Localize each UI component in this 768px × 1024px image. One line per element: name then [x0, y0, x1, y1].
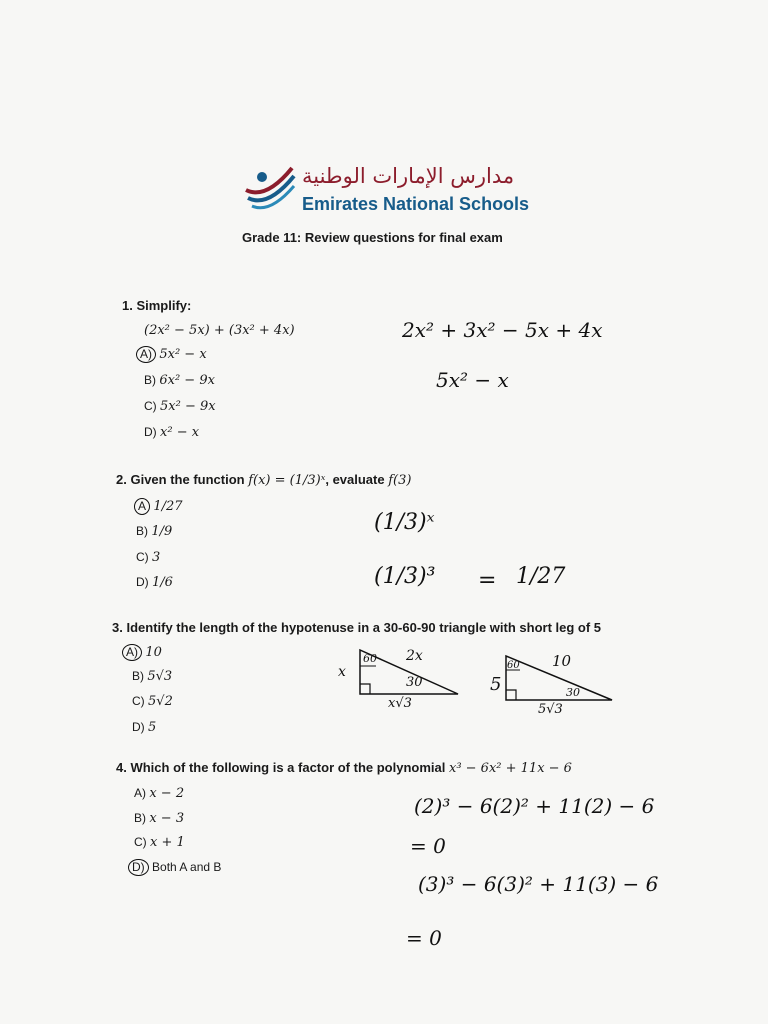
- q2-option-a[interactable]: [134, 498, 183, 515]
- option-value: 3: [152, 550, 161, 565]
- q3-option-d[interactable]: [132, 720, 156, 735]
- option-letter: D): [132, 720, 145, 734]
- math-expression: (2x² − 5x) + (3x² + 4x): [144, 323, 295, 338]
- option-value: 5: [148, 720, 157, 735]
- function-definition: f(x) = (1/3)ˣ: [248, 473, 326, 488]
- q2-handwritten-step-1: (1/3)ˣ: [374, 510, 435, 535]
- tri2-angle-30: 30: [566, 686, 580, 699]
- question-4-prompt: [116, 760, 572, 776]
- q2-handwritten-equals: =: [478, 568, 497, 593]
- option-letter: D): [136, 575, 149, 589]
- option-value: 5x² − 9x: [160, 399, 216, 414]
- tri2-short-leg: 5: [490, 674, 502, 695]
- tri2-long-leg: 5√3: [538, 702, 563, 717]
- option-value: 5√2: [148, 694, 173, 709]
- option-value: 5√3: [147, 669, 173, 684]
- option-value: x − 3: [149, 811, 185, 826]
- school-name-english: Emirates National Schools: [302, 194, 530, 214]
- question-text: Which of the following is a factor of the polynomial: [130, 760, 446, 775]
- q2-option-c[interactable]: [136, 550, 160, 565]
- q3-option-c[interactable]: [132, 694, 173, 709]
- q4-option-c[interactable]: [134, 835, 185, 850]
- question-text: Identify the length of the hypotenuse in a 30-60-90 triangle with short leg of 5: [126, 620, 602, 635]
- option-letter: C): [134, 835, 147, 849]
- question-number: 3.: [112, 620, 123, 635]
- option-value: Both A and B: [152, 860, 222, 874]
- option-value: x² − x: [160, 425, 200, 440]
- option-value: 5x² − x: [159, 347, 207, 362]
- q2-handwritten-result: 1/27: [516, 564, 566, 589]
- option-letter: A): [136, 346, 156, 363]
- option-letter: B): [132, 669, 144, 683]
- q1-handwritten-step-2: 5x² − x: [436, 368, 509, 392]
- school-name-arabic: مدارس الإمارات الوطنية: [302, 164, 515, 188]
- option-value: x + 1: [150, 835, 185, 850]
- q4-handwritten-step-2: (3)³ − 6(3)² + 11(3) − 6: [418, 872, 659, 896]
- tri1-angle-60: 60: [363, 652, 377, 665]
- q2-handwritten-step-2: (1/3)³: [374, 564, 436, 589]
- question-text: Simplify:: [136, 298, 192, 313]
- option-letter: B): [136, 524, 148, 538]
- q3-option-b[interactable]: [132, 669, 172, 684]
- question-text-end: , evaluate: [325, 472, 385, 487]
- q1-option-b[interactable]: [144, 373, 215, 388]
- school-logo: [240, 160, 540, 220]
- option-letter: B): [144, 373, 156, 387]
- question-number: 4.: [116, 760, 127, 775]
- question-3-prompt: [112, 620, 601, 635]
- evaluate-expression: f(3): [388, 473, 412, 488]
- q4-handwritten-result-2: = 0: [406, 926, 442, 950]
- q3-option-a[interactable]: [122, 644, 162, 661]
- q4-handwritten-result-1: = 0: [410, 834, 446, 858]
- question-1-prompt: [122, 298, 191, 313]
- option-value: x − 2: [149, 786, 185, 801]
- question-text: Given the function: [130, 472, 245, 487]
- tri1-hypotenuse: 2x: [406, 648, 423, 664]
- option-value: 1/27: [153, 499, 183, 514]
- q4-option-a[interactable]: [134, 786, 184, 801]
- tri1-short-leg: x: [338, 664, 346, 680]
- q4-handwritten-step-1: (2)³ − 6(2)² + 11(2) − 6: [414, 794, 655, 818]
- tri1-angle-30: 30: [406, 675, 423, 690]
- q1-option-d[interactable]: [144, 425, 199, 440]
- question-1-expression: [144, 322, 295, 338]
- q1-option-c[interactable]: [144, 399, 216, 414]
- q4-option-d[interactable]: [128, 859, 221, 876]
- question-number: 2.: [116, 472, 127, 487]
- tri1-long-leg: x√3: [388, 696, 412, 711]
- option-letter: C): [132, 694, 145, 708]
- tri2-angle-60: 60: [507, 660, 520, 671]
- option-letter: A: [134, 498, 150, 515]
- option-letter: A): [134, 786, 146, 800]
- question-2-prompt: [116, 472, 411, 488]
- polynomial-expression: x³ − 6x² + 11x − 6: [448, 761, 572, 776]
- option-value: 10: [145, 645, 162, 660]
- q2-option-d[interactable]: [136, 575, 173, 590]
- tri2-hypotenuse: 10: [552, 652, 572, 670]
- option-letter: D): [128, 859, 149, 876]
- q4-option-b[interactable]: [134, 811, 184, 826]
- option-value: 6x² − 9x: [159, 373, 215, 388]
- option-letter: C): [136, 550, 149, 564]
- logo-swoosh-icon: [240, 160, 298, 218]
- q1-handwritten-step-1: 2x² + 3x² − 5x + 4x: [402, 318, 603, 342]
- option-letter: D): [144, 425, 157, 439]
- option-value: 1/9: [151, 524, 173, 539]
- option-value: 1/6: [152, 575, 173, 590]
- option-letter: C): [144, 399, 157, 413]
- document-title: Grade 11: Review questions for final exam: [242, 230, 503, 245]
- question-number: 1.: [122, 298, 133, 313]
- option-letter: A): [122, 644, 142, 661]
- q1-option-a[interactable]: [136, 346, 207, 363]
- option-letter: B): [134, 811, 146, 825]
- q2-option-b[interactable]: [136, 524, 172, 539]
